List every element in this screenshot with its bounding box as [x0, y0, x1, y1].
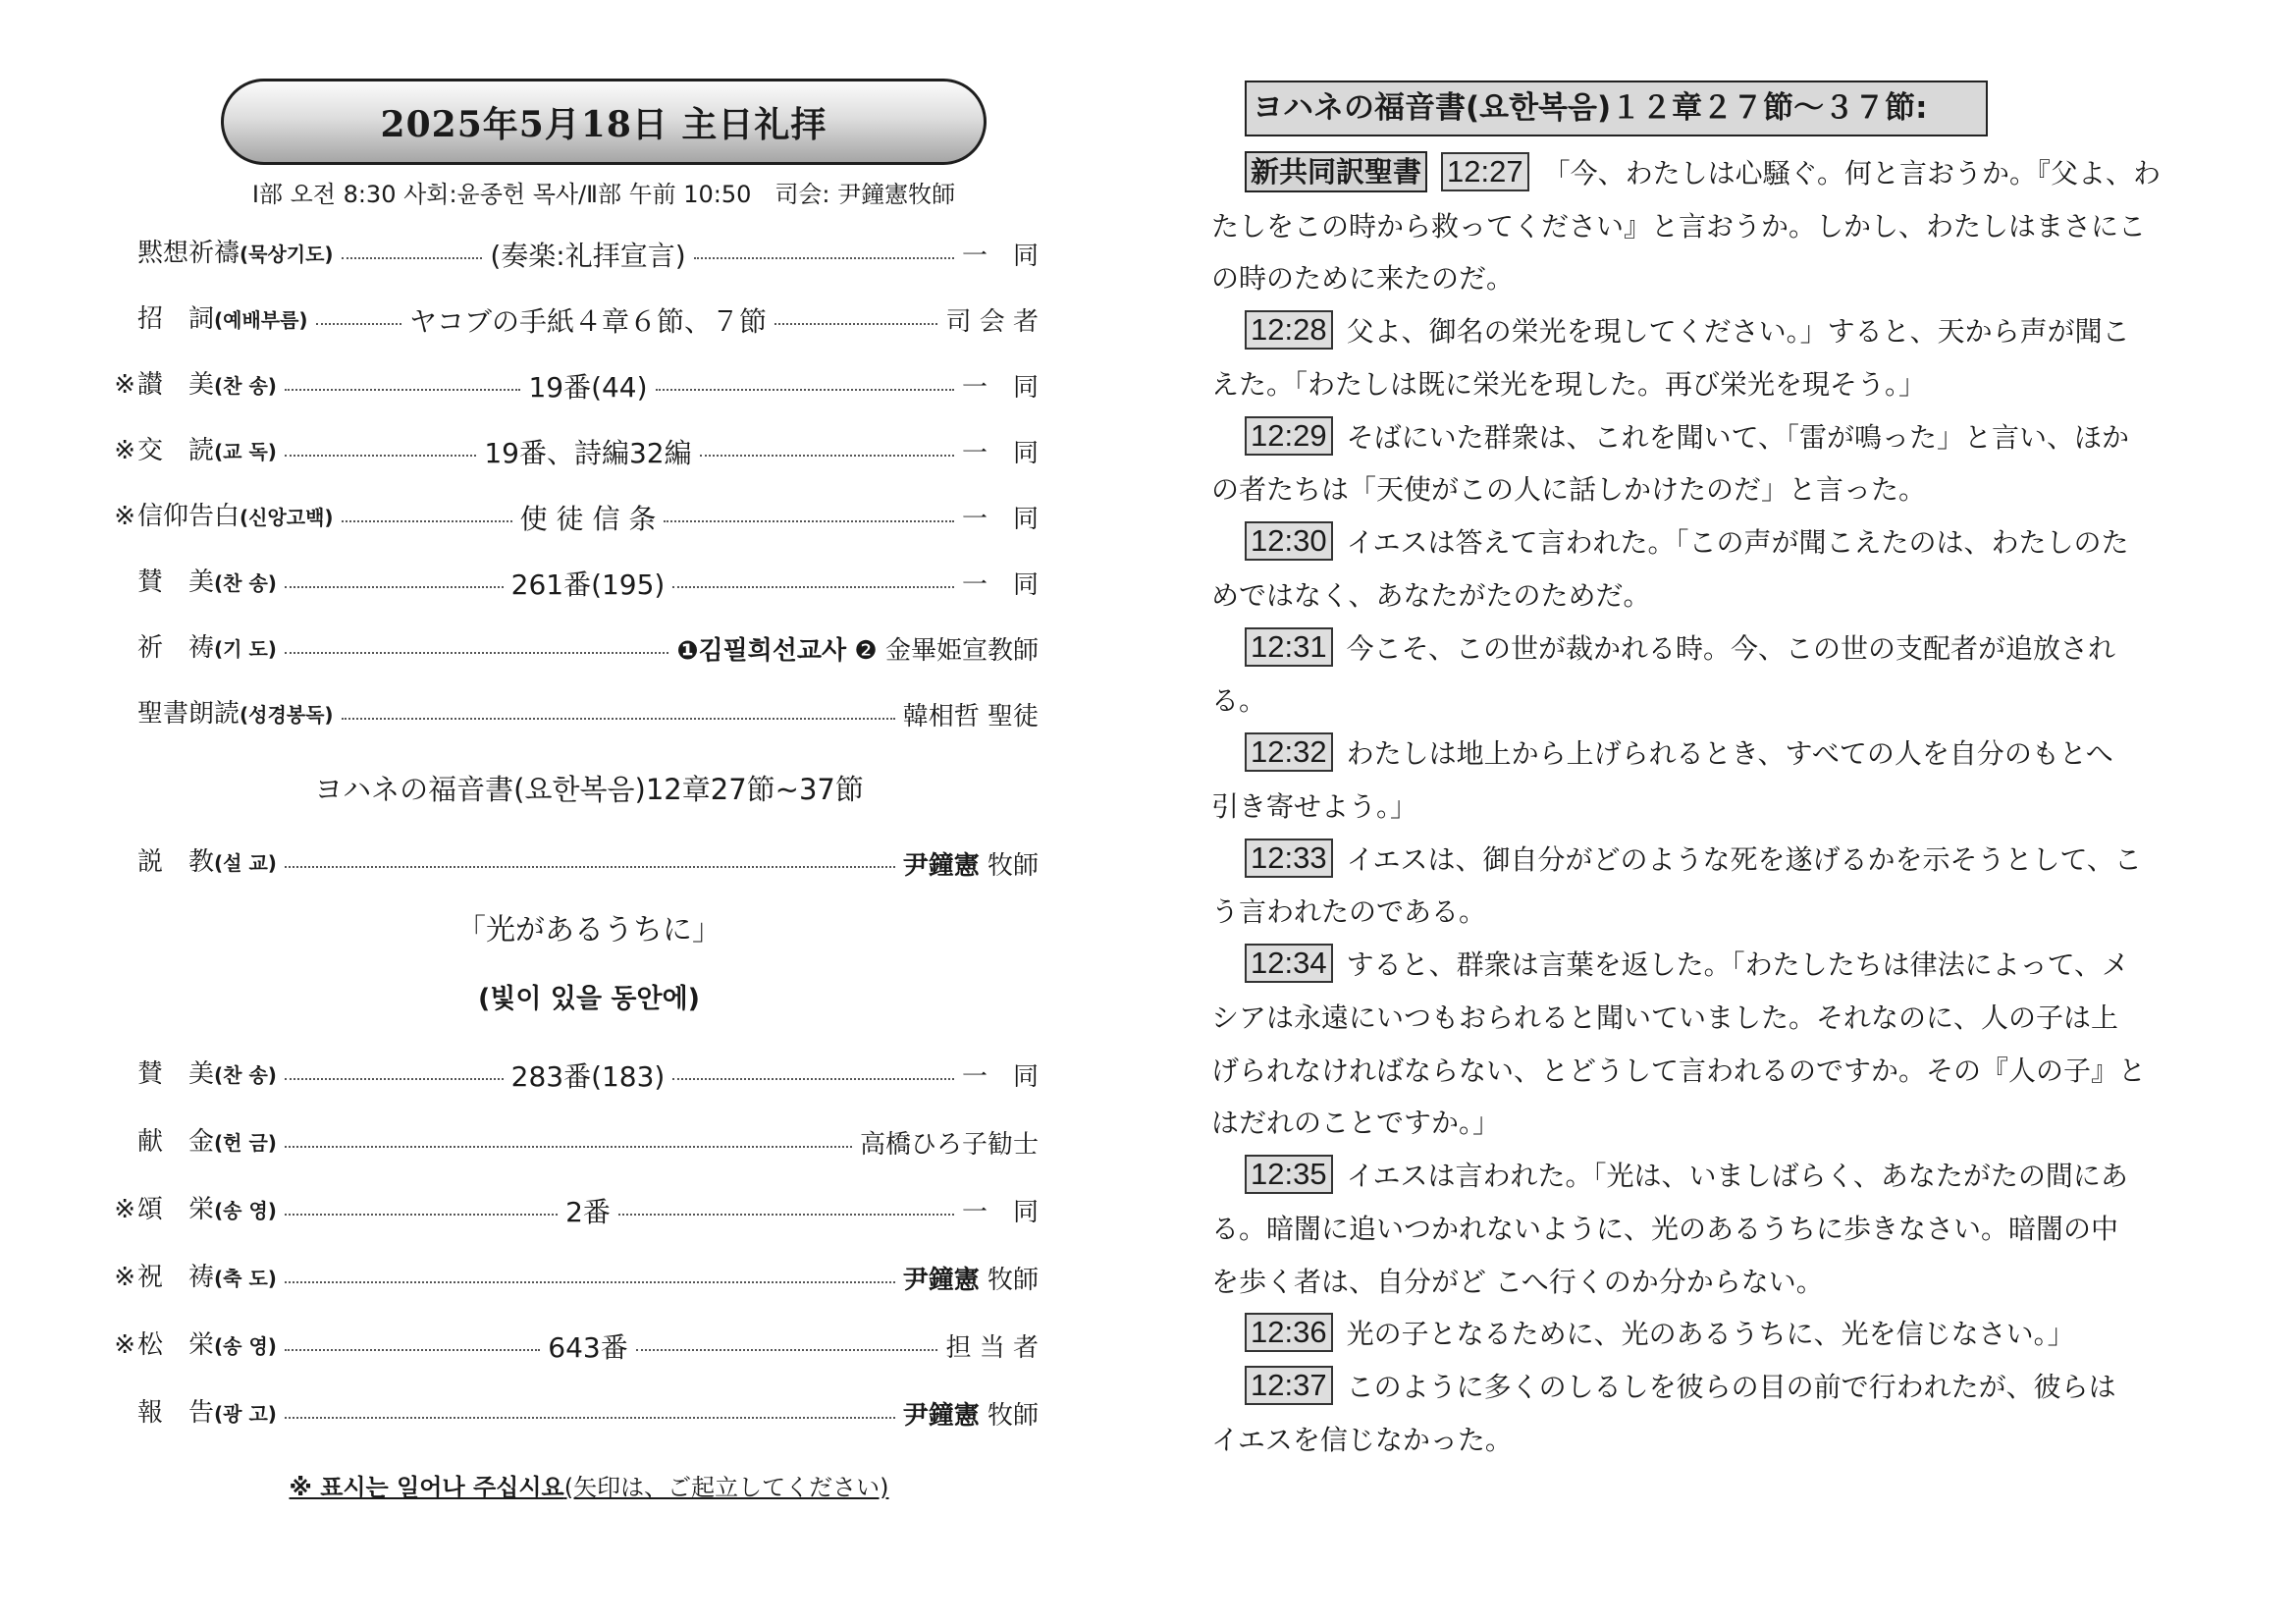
program-item-label: 交 読: [137, 435, 215, 465]
row-right-cell: [692, 433, 1039, 469]
program-item-label-korean: (묵상기도): [240, 242, 334, 266]
bible-version-label: 新共同訳聖書: [1245, 151, 1427, 192]
verse-number: 12:28: [1245, 310, 1333, 350]
scripture-line: [1211, 1043, 2211, 1096]
program-item-leader: [945, 301, 1039, 338]
sermon-title-korean: (빛이 있을 동안에): [477, 984, 701, 1014]
dotted-leader: [285, 455, 476, 457]
program-item-leader-name: 尹鐘憲: [902, 1401, 980, 1431]
verse-number: 12:32: [1245, 732, 1333, 772]
program-item-label-korean: (광 고): [214, 1401, 277, 1426]
program-item-leader: [962, 499, 1039, 535]
program-item-leader: [903, 845, 1039, 882]
dotted-leader: [316, 323, 401, 325]
program-row: [137, 1380, 1039, 1447]
program-item-label-group: [114, 1262, 277, 1293]
row-left-cell: [114, 369, 528, 401]
program-item-content: 2番: [565, 1195, 611, 1228]
program-item-value: 一 同: [961, 439, 1039, 468]
verse-text: を歩く者は、自分がど こへ行くのか分からない。: [1211, 1265, 1824, 1298]
verse-text: イエスは、御自分がどのような死を遂げるかを示そうとして、こ: [1346, 842, 2142, 876]
row-right-cell: [767, 301, 1039, 338]
dotted-leader: [285, 1146, 852, 1148]
program-item-leader: [860, 1124, 1039, 1161]
standing-mark: ※: [114, 1194, 135, 1224]
scripture-heading: ヨハネの福音書(요한복음)１２章２７節～３７節:: [1245, 81, 1988, 136]
program-item-value: 一 同: [961, 505, 1039, 534]
dotted-leader: [285, 1349, 540, 1351]
row-right-cell: [648, 367, 1039, 404]
program-item-value: 一 同: [961, 570, 1039, 600]
verse-text: このように多くのしるしを彼らの目の前で行われたが、彼らは: [1346, 1371, 2116, 1404]
order-of-worship-part-2: [114, 1041, 1039, 1447]
verse-number: 12:27: [1441, 152, 1529, 191]
row-right-cell: [611, 1192, 1039, 1228]
program-row: [114, 484, 1039, 550]
program-item-label-group: [137, 239, 334, 269]
program-item-label: 献 金: [137, 1126, 215, 1157]
program-item-label: 招 詞: [137, 303, 215, 334]
program-item-leader: [903, 696, 1039, 732]
row-left-cell: [137, 304, 409, 335]
dotted-leader: [700, 455, 954, 457]
program-item-label: 黙想祈禱: [137, 238, 240, 268]
scripture-line: [1211, 674, 2211, 727]
verse-number: 12:37: [1245, 1366, 1333, 1405]
dotted-leader: [672, 586, 954, 588]
verse-text: 光の子となるために、光のあるうちに、光を信じなさい。」: [1346, 1318, 2075, 1351]
verse-text: う言われたのである。: [1211, 895, 1487, 929]
program-item-label-group: [137, 847, 277, 878]
row-right-cell: [686, 236, 1039, 272]
program-item-label-group: [137, 1059, 277, 1090]
program-item-label: 説 教: [137, 847, 215, 878]
verse-text: る。: [1211, 684, 1267, 718]
verse-text: 父よ、御名の栄光を現してください。」すると、天から声が聞こ: [1346, 315, 2130, 349]
footnote-korean: ※ 표시는 일어나 주십시요: [289, 1474, 564, 1501]
row-left-cell: [114, 501, 520, 532]
verse-text: めではなく、あなたがたのためだ。: [1211, 578, 1651, 612]
dotted-leader: [342, 257, 483, 259]
program-item-leader: [903, 1395, 1039, 1432]
program-item-label-group: [114, 501, 334, 532]
program-item-leader-name: 尹鐘憲: [902, 1266, 980, 1295]
scripture-line: [1211, 251, 2211, 304]
scripture-line: [1211, 198, 2211, 251]
program-item-label-korean: (축 도): [214, 1266, 277, 1290]
scripture-line: [1211, 726, 2211, 779]
scripture-line: [1211, 409, 2211, 462]
program-item-label-group: [114, 435, 277, 466]
program-item-leader: [676, 630, 1039, 667]
program-item-leader: [903, 1260, 1039, 1296]
scripture-line: [1211, 1096, 2211, 1149]
program-item-label-group: [137, 633, 277, 664]
dotted-leader: [672, 1078, 954, 1080]
program-item-value: 牧師: [979, 850, 1039, 881]
dotted-leader: [774, 323, 937, 325]
verse-text: げられなければならない、とどうして言われるのですか。その『人の子』と: [1211, 1054, 2147, 1087]
program-item-value: 担 当 者: [945, 1333, 1039, 1363]
verse-text: はだれのことですか。」: [1211, 1107, 1501, 1140]
program-item-label: 松 栄: [137, 1329, 215, 1360]
program-item-label-group: [137, 1398, 277, 1429]
program-row: [114, 418, 1039, 484]
program-item-label-korean: (송 영): [214, 1198, 277, 1222]
program-row: [114, 1312, 1039, 1380]
program-item-label-korean: (찬 송): [214, 570, 277, 595]
program-item-value: 司 会 者: [945, 307, 1039, 337]
program-item-label-group: [114, 1194, 277, 1225]
program-row: [114, 1244, 1039, 1312]
row-right-cell: [656, 499, 1039, 535]
program-item-label: 賛 美: [137, 1058, 215, 1089]
footnote-japanese: (矢印は、ご起立してください): [563, 1474, 889, 1501]
order-of-worship-part-1: [114, 221, 1039, 747]
program-row: [137, 287, 1039, 352]
program-row: [137, 1041, 1039, 1109]
dotted-leader: [694, 257, 954, 259]
scripture-line: [1211, 1201, 2211, 1254]
verse-text: そばにいた群衆は、これを聞いて、「雷が鳴った」と言い、ほか: [1346, 420, 2130, 454]
row-left-cell: [137, 1059, 511, 1090]
sermon-title: 「光があるうちに」: [456, 913, 721, 947]
service-title-banner: [221, 79, 987, 165]
scripture-line: [1211, 885, 2211, 938]
service-times: Ⅰ部 오전 8:30 사회:윤종헌 목사/Ⅱ部 午前 10:50 司会: 尹鐘憲牧師: [251, 181, 956, 208]
program-row: [137, 616, 1039, 681]
program-item-label: 祝 祷: [137, 1262, 215, 1292]
dotted-leader: [285, 1417, 895, 1419]
scripture-line: [1211, 1148, 2211, 1201]
verse-text: イエスは答えて言われた。「この声が聞こえたのは、わたしのた: [1346, 526, 2129, 560]
verse-text: たしをこの時から救ってください』と言おうか。しかし、わたしはまさにこ: [1211, 209, 2147, 243]
program-item-leader-name: ❶김필희선교사: [676, 636, 847, 666]
scripture-reference: ヨハネの福音書(요한복음)12章27節~37節: [314, 773, 864, 806]
verse-text: 引き寄せよう。」: [1211, 789, 1418, 823]
verse-text: の者たちは「天使がこの人に話しかけたのだ」と言った。: [1211, 473, 1927, 507]
dotted-leader: [285, 652, 669, 654]
program-row: [114, 1176, 1039, 1244]
verse-text: の時のために来たのだ。: [1211, 262, 1515, 296]
verse-number: 12:29: [1245, 416, 1333, 456]
scripture-line: [1211, 832, 2211, 885]
program-item-label-korean: (찬 송): [214, 1062, 277, 1087]
program-item-value: 牧師: [979, 1266, 1039, 1295]
program-item-label-korean: (예배부름): [214, 307, 308, 332]
program-row: [137, 550, 1039, 616]
verse-number: 12:31: [1245, 627, 1333, 667]
dotted-leader: [618, 1214, 954, 1216]
program-row: [114, 352, 1039, 418]
dotted-leader: [342, 718, 895, 720]
program-item-value: 一 同: [961, 242, 1039, 271]
program-item-label: 聖書朗読: [137, 698, 240, 729]
verse-number: 12:34: [1245, 944, 1333, 983]
row-left-cell: [114, 435, 484, 466]
verse-text: わたしは地上から上げられるとき、すべての人を自分のもとへ: [1346, 737, 2113, 771]
program-row: [137, 681, 1039, 747]
standing-footnote: [137, 1466, 1041, 1509]
program-item-content: 261番(195): [510, 568, 666, 601]
scripture-line: [1211, 145, 2211, 198]
program-item-label-korean: (송 영): [214, 1333, 277, 1358]
service-title: 2025年5月18日 主日礼拝: [380, 103, 828, 145]
scripture-line: [1211, 1359, 2211, 1412]
scripture-line: [1211, 937, 2211, 990]
program-item-label-korean: (헌 금): [214, 1130, 277, 1155]
standing-mark: ※: [114, 369, 135, 400]
program-item-label-korean: (신앙고백): [240, 505, 334, 529]
standing-mark: ※: [114, 1329, 135, 1360]
program-item-label-group: [114, 1329, 277, 1361]
program-item-label-korean: (찬 송): [214, 373, 277, 398]
program-item-content: (奏楽:礼拝宣言): [490, 239, 686, 272]
scripture-line: [1211, 514, 2211, 568]
program-item-value: 牧師: [979, 1401, 1039, 1431]
verse-text: 「今、わたしは心騒ぐ。何と言おうか。『父よ、わ: [1542, 156, 2162, 189]
verse-text: る。暗闇に追いつかれないように、光のあるうちに歩きなさい。暗闇の中: [1211, 1212, 2119, 1245]
dotted-leader: [285, 1214, 558, 1216]
scripture-line: [1211, 462, 2211, 515]
program-item-label: 讃 美: [137, 369, 215, 400]
scripture-line: [1211, 303, 2211, 356]
standing-mark: ※: [114, 435, 135, 465]
verse-number: 12:35: [1245, 1155, 1333, 1194]
verse-text: イエスを信じなかった。: [1211, 1423, 1513, 1456]
program-item-leader: [962, 367, 1039, 404]
verse-text: えた。「わたしは既に栄光を現した。再び栄光を現そう。」: [1211, 367, 1927, 401]
program-item-label-group: [137, 699, 334, 730]
program-item-content: 283番(183): [510, 1059, 666, 1093]
program-item-content: ヤコブの手紙４章６節、７節: [408, 304, 767, 338]
row-right-cell: [665, 565, 1039, 601]
row-left-cell: [137, 568, 511, 598]
scripture-line: [1211, 621, 2211, 674]
scripture-line: [1211, 779, 2211, 832]
program-item-label-korean: (설 교): [214, 851, 277, 876]
program-item-content: 19番(44): [528, 370, 648, 404]
program-item-label: 祈 祷: [137, 632, 215, 663]
program-item-label-group: [137, 304, 308, 335]
row-left-cell: [137, 239, 490, 269]
program-item-content: 643番: [548, 1330, 628, 1364]
program-item-leader: [962, 1192, 1039, 1228]
dotted-leader: [656, 389, 954, 391]
program-item-leader-name: 尹鐘憲: [902, 850, 980, 881]
program-item-value: 一 同: [961, 1198, 1039, 1227]
program-item-label: 信仰告白: [137, 501, 240, 531]
scripture-line: [1211, 1412, 2211, 1465]
row-right-cell: [665, 1056, 1039, 1093]
scripture-line: [1211, 1307, 2211, 1360]
dotted-leader: [285, 586, 504, 588]
program-row: [137, 1109, 1039, 1176]
program-item-leader: [962, 433, 1039, 469]
sermon-row-container: [137, 843, 1039, 883]
program-item-label: 頌 栄: [137, 1194, 215, 1224]
program-item-value: ❷ 金畢姫宣教師: [846, 636, 1039, 666]
program-item-label: 賛 美: [137, 567, 215, 597]
program-item-label-group: [137, 568, 277, 598]
verse-text: 今こそ、この世が裁かれる時。今、この世の支配者が追放され: [1346, 631, 2116, 665]
scripture-line: [1211, 990, 2211, 1043]
dotted-leader: [285, 1281, 895, 1283]
program-item-value: 高橋ひろ子勧士: [859, 1130, 1039, 1160]
program-item-label: 報 告: [137, 1397, 215, 1428]
verse-number: 12:33: [1245, 839, 1333, 878]
program-item-leader: [945, 1327, 1039, 1364]
verse-number: 12:30: [1245, 521, 1333, 561]
program-item-leader: [962, 1056, 1039, 1093]
program-item-leader: [962, 236, 1039, 272]
program-row: [137, 221, 1039, 287]
program-item-label-korean: (기 도): [214, 636, 277, 661]
program-item-value: 一 同: [961, 373, 1039, 403]
program-item-leader: [962, 565, 1039, 601]
program-item-value: 一 同: [961, 1062, 1039, 1092]
program-item-content: 19番、詩編32編: [484, 436, 692, 469]
dotted-leader: [664, 520, 954, 522]
verse-text: すると、群衆は言葉を返した。「わたしたちは律法によって、メ: [1346, 948, 2130, 982]
scripture-text: [1211, 145, 2211, 1465]
scripture-line: [1211, 1254, 2211, 1307]
scripture-line: [1211, 356, 2211, 409]
row-right-cell: [628, 1327, 1039, 1364]
dotted-leader: [285, 866, 895, 868]
dotted-leader: [285, 389, 521, 391]
verse-text: シアは永遠にいつもおられると聞いていました。それなのに、人の子は上: [1211, 1001, 2119, 1034]
row-left-cell: [114, 1329, 548, 1361]
program-item-content: 使 徒 信 条: [519, 502, 657, 535]
program-item-label-group: [137, 1127, 277, 1158]
verse-text: イエスは言われた。「光は、いましばらく、あなたがたの間にあ: [1346, 1160, 2128, 1193]
program-row: [137, 843, 1039, 883]
dotted-leader: [636, 1349, 938, 1351]
standing-mark: ※: [114, 1262, 135, 1292]
standing-mark: ※: [114, 501, 135, 531]
program-item-label-group: [114, 369, 277, 401]
dotted-leader: [285, 1078, 504, 1080]
program-item-label-korean: (성경봉독): [240, 702, 334, 727]
row-left-cell: [114, 1194, 565, 1225]
verse-number: 12:36: [1245, 1313, 1333, 1352]
dotted-leader: [342, 520, 512, 522]
program-item-value: 韓相哲 聖徒: [902, 702, 1039, 731]
program-item-label-korean: (교 독): [214, 439, 277, 463]
scripture-line: [1211, 568, 2211, 621]
